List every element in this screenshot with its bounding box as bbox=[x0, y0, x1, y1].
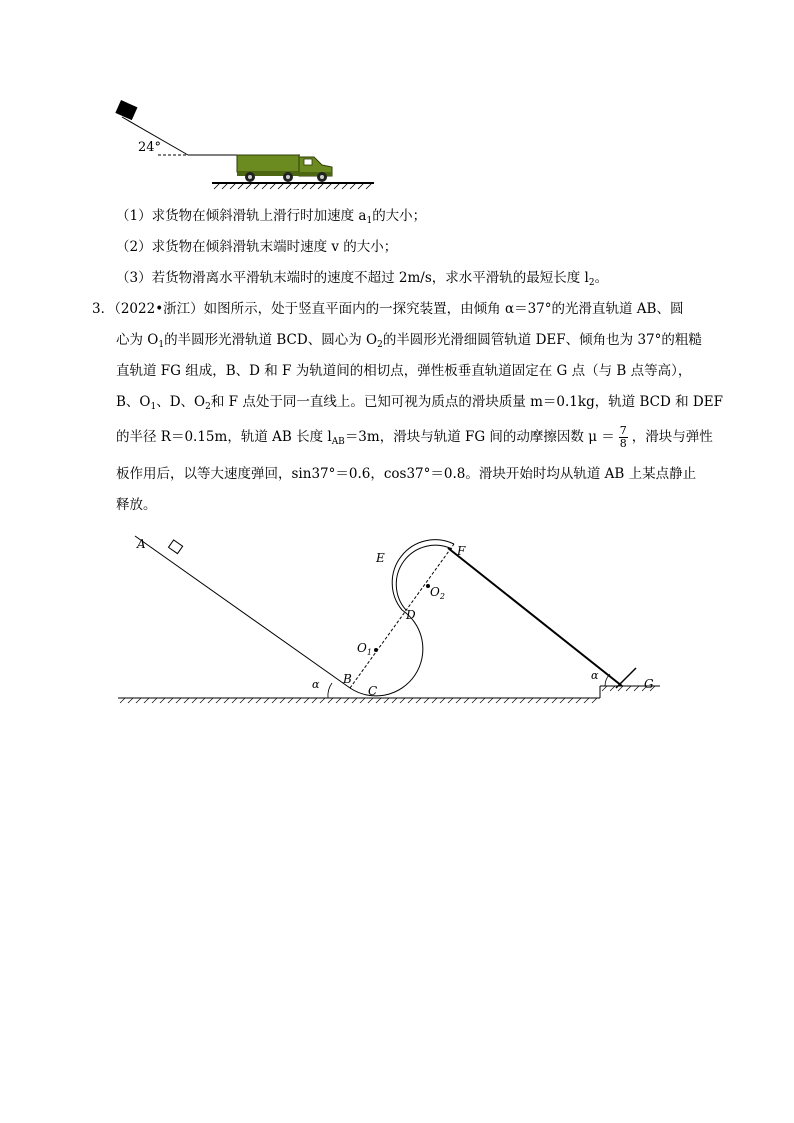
label-alpha-left: α bbox=[312, 678, 320, 691]
question-2: （2）求货物在倾斜滑轨末端时速度 v 的大小； bbox=[116, 239, 398, 255]
incline-angle-label: 24° bbox=[138, 140, 162, 155]
problem3-line-1: 3．（2022•浙江）如图所示，处于竖直平面内的一探究装置，由倾角 α＝37°的光滑直轨道 AB、圆 bbox=[92, 301, 684, 317]
track-apparatus-figure bbox=[100, 528, 680, 713]
label-f: F bbox=[457, 544, 466, 558]
problem3-line-4: B、$O_1$、D、$O_2$和 F 点处于同一直线上。已知可视为质点的滑块质量 m＝0.1kg，轨道 BCD 和 DEF bbox=[116, 394, 723, 412]
elastic-plate bbox=[616, 668, 636, 688]
track-fg bbox=[448, 548, 622, 686]
label-a: A bbox=[137, 537, 146, 551]
label-o2: $O_2$ bbox=[430, 585, 445, 601]
problem3-line-5: 的半径 R＝0.15m，轨道 AB 长度 $l_{AB}=3m$，滑块与轨道 FG 间的动摩擦因数 μ ＝ $\frac{7}{8}$ ，滑块与弹性 bbox=[116, 424, 713, 450]
question-1: （1）求货物在倾斜滑轨上滑行时加速度 $a_1$的大小； bbox=[116, 208, 427, 226]
slider-block bbox=[168, 540, 182, 554]
friction-fraction: $\frac{7}{8}$ bbox=[619, 424, 627, 450]
center-line bbox=[350, 544, 454, 688]
label-d: D bbox=[406, 608, 416, 622]
cargo-box bbox=[115, 100, 137, 120]
ground-left bbox=[118, 698, 600, 703]
label-alpha-right: α bbox=[591, 669, 599, 682]
problem3-line-6: 板作用后，以等大速度弹回，sin37°＝0.6，cos37°＝0.8。滑块开始时均从轨道 AB 上某点静止 bbox=[116, 466, 697, 482]
problem3-line-3: 直轨道 FG 组成，B、D 和 F 为轨道间的相切点，弹性板垂直轨道固定在 G 点（与 B 点等高）， bbox=[116, 363, 692, 379]
center-o1 bbox=[374, 648, 378, 652]
problem3-line-7: 释放。 bbox=[116, 497, 157, 513]
problem3-line-2: 心为 $O_1$的半圆形光滑轨道 BCD、圆心为 $O_2$的半圆形光滑细圆管轨道 DEF、倾角也为 37°的粗糙 bbox=[116, 332, 702, 350]
label-e: E bbox=[376, 551, 385, 565]
label-b: B bbox=[343, 672, 352, 686]
question-3: （3）若货物滑离水平滑轨末端时的速度不超过 2m/s，求水平滑轨的最短长度 $l_2$。 bbox=[116, 270, 609, 288]
track-ab bbox=[135, 536, 350, 688]
angle-arc-left bbox=[328, 683, 332, 698]
incline-truck-figure bbox=[100, 95, 390, 195]
label-o1: $O_1$ bbox=[357, 641, 372, 657]
truck-icon bbox=[237, 155, 332, 182]
label-g: G bbox=[644, 677, 654, 691]
ground bbox=[212, 183, 374, 189]
label-c: C bbox=[368, 684, 378, 698]
